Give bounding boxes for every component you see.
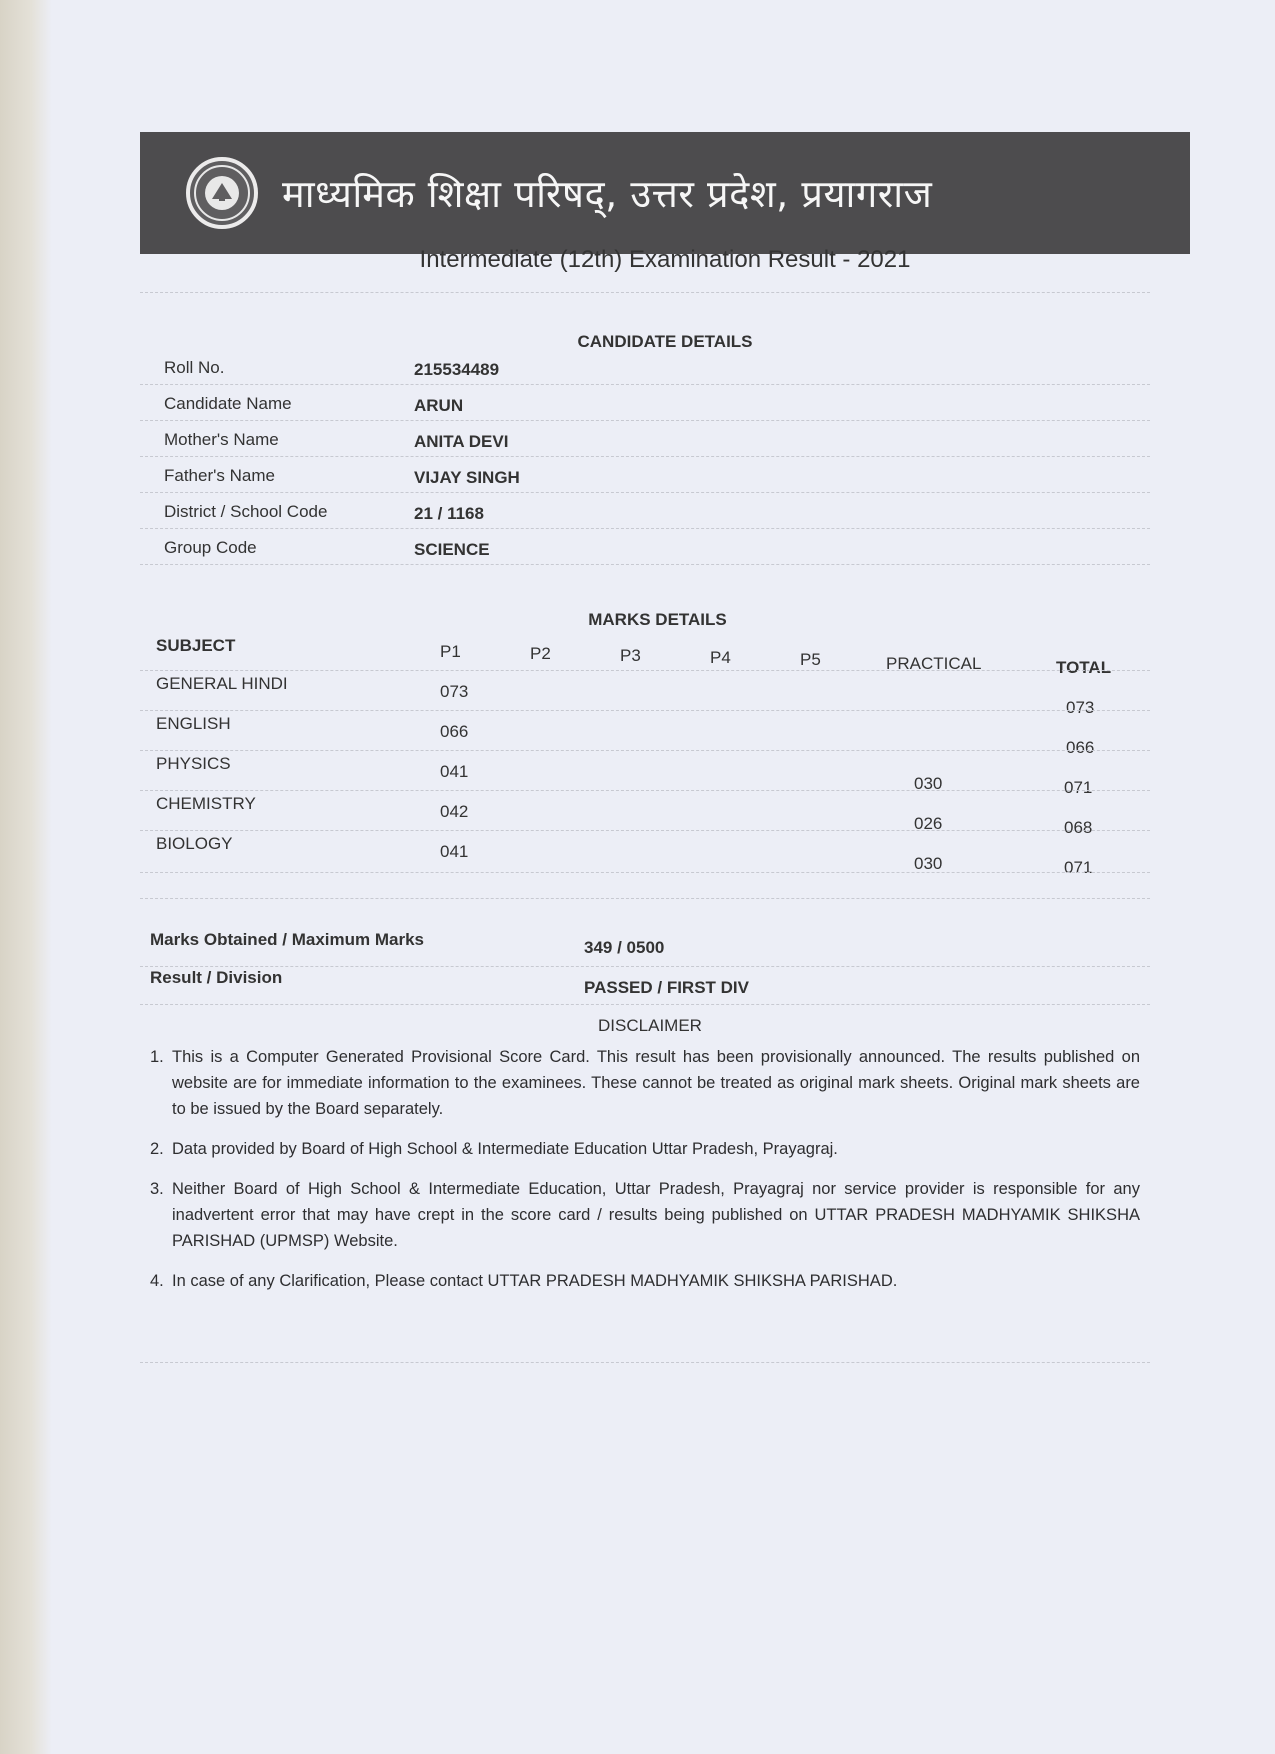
marks-obtained-label: Marks Obtained / Maximum Marks — [150, 930, 424, 949]
practical-mark: 030 — [914, 854, 943, 873]
result-division-value: PASSED / FIRST DIV — [584, 978, 749, 997]
item-text: Neither Board of High School & Intermediate Education, Uttar Pradesh, Prayagraj nor service provider is responsible for any inadvertent error that may have crept in the score card / results being published on UTTAR PRADESH MADHYAMIK SHIKSHA PARISHAD (UPMSP) Website. — [172, 1180, 1140, 1250]
col-subject: SUBJECT — [156, 636, 236, 655]
item-number: 3. — [150, 1180, 164, 1198]
subject-name: BIOLOGY — [156, 834, 233, 853]
divider — [140, 564, 1150, 565]
p1-mark: 042 — [440, 802, 469, 821]
col-practical: PRACTICAL — [886, 654, 982, 673]
candidate-row-mother — [164, 422, 1124, 456]
p1-mark: 041 — [440, 762, 469, 781]
p1-mark: 041 — [440, 842, 469, 861]
practical-mark: 030 — [914, 774, 943, 793]
col-p2: P2 — [530, 644, 551, 663]
divider — [140, 830, 1150, 831]
field-label: District / School Code — [164, 502, 328, 521]
subject-name: PHYSICS — [156, 754, 231, 773]
divider — [140, 872, 1150, 873]
total-mark: 068 — [1064, 818, 1093, 837]
disclaimer-list — [150, 1044, 1140, 1308]
subject-name: GENERAL HINDI — [156, 674, 288, 693]
item-text: Data provided by Board of High School & Intermediate Education Uttar Pradesh, Prayagraj. — [172, 1140, 838, 1158]
candidate-row-name — [164, 386, 1124, 420]
subject-name: ENGLISH — [156, 714, 231, 733]
divider — [140, 790, 1150, 791]
total-mark: 073 — [1066, 698, 1095, 717]
field-value: ARUN — [414, 396, 464, 415]
item-number: 4. — [150, 1272, 164, 1290]
field-value: SCIENCE — [414, 540, 490, 559]
divider — [140, 966, 1150, 967]
board-name-hindi: माध्यमिक शिक्षा परिषद्, उत्तर प्रदेश, प्रयागराज — [282, 172, 933, 216]
practical-mark: 026 — [914, 814, 943, 833]
total-mark: 066 — [1066, 738, 1095, 757]
field-value: ANITA DEVI — [414, 432, 509, 451]
item-number: 2. — [150, 1140, 164, 1158]
field-label: Candidate Name — [164, 394, 292, 413]
divider — [140, 750, 1150, 751]
list-item — [150, 1176, 1140, 1254]
marks-obtained-value: 349 / 0500 — [584, 938, 665, 957]
field-label: Roll No. — [164, 358, 225, 377]
item-text: In case of any Clarification, Please contact UTTAR PRADESH MADHYAMIK SHIKSHA PARISHAD. — [172, 1272, 898, 1290]
field-value: 215534489 — [414, 360, 500, 379]
scan-paper-edge — [0, 0, 52, 1754]
header-banner — [140, 132, 1190, 254]
p1-mark: 073 — [440, 682, 469, 701]
item-number: 1. — [150, 1048, 164, 1066]
field-value: 21 / 1168 — [414, 504, 484, 523]
divider — [140, 1004, 1150, 1005]
candidate-section-title: CANDIDATE DETAILS — [577, 332, 753, 351]
field-label: Group Code — [164, 538, 257, 557]
result-division-label: Result / Division — [150, 968, 283, 987]
field-label: Father's Name — [164, 466, 275, 485]
candidate-row-district — [164, 494, 1124, 528]
candidate-row-roll-no — [164, 350, 1124, 384]
divider — [140, 456, 1150, 457]
candidate-row-group — [164, 530, 1124, 564]
candidate-row-father — [164, 458, 1124, 492]
list-item — [150, 1044, 1140, 1122]
field-label: Mother's Name — [164, 430, 279, 449]
p1-mark: 066 — [440, 722, 469, 741]
upmsp-logo-icon — [186, 157, 258, 229]
list-item — [150, 1268, 1140, 1294]
marks-section-title: MARKS DETAILS — [588, 610, 727, 629]
col-p1: P1 — [440, 642, 461, 661]
divider — [140, 670, 1150, 671]
col-p4: P4 — [710, 648, 731, 667]
exam-title: Intermediate (12th) Examination Result - 2021 — [419, 246, 911, 273]
divider — [140, 528, 1150, 529]
col-p3: P3 — [620, 646, 641, 665]
result-card — [140, 132, 1190, 1382]
total-mark: 071 — [1064, 778, 1093, 797]
disclaimer-title: DISCLAIMER — [598, 1016, 702, 1035]
item-text: This is a Computer Generated Provisional Score Card. This result has been provisionally announced. The results published on website are for immediate information to the examinees. These cannot be treated as original mark sheets. Original mark sheets are to be issued by the Board separately. — [172, 1048, 1140, 1118]
total-mark: 071 — [1064, 858, 1093, 877]
divider — [140, 898, 1150, 899]
divider — [140, 710, 1150, 711]
list-item — [150, 1136, 1140, 1162]
col-total: TOTAL — [1056, 658, 1112, 677]
field-value: VIJAY SINGH — [414, 468, 520, 487]
divider — [140, 384, 1150, 385]
col-p5: P5 — [800, 650, 821, 669]
divider — [140, 292, 1150, 293]
divider — [140, 1362, 1150, 1363]
divider — [140, 492, 1150, 493]
subject-name: CHEMISTRY — [156, 794, 256, 813]
divider — [140, 420, 1150, 421]
